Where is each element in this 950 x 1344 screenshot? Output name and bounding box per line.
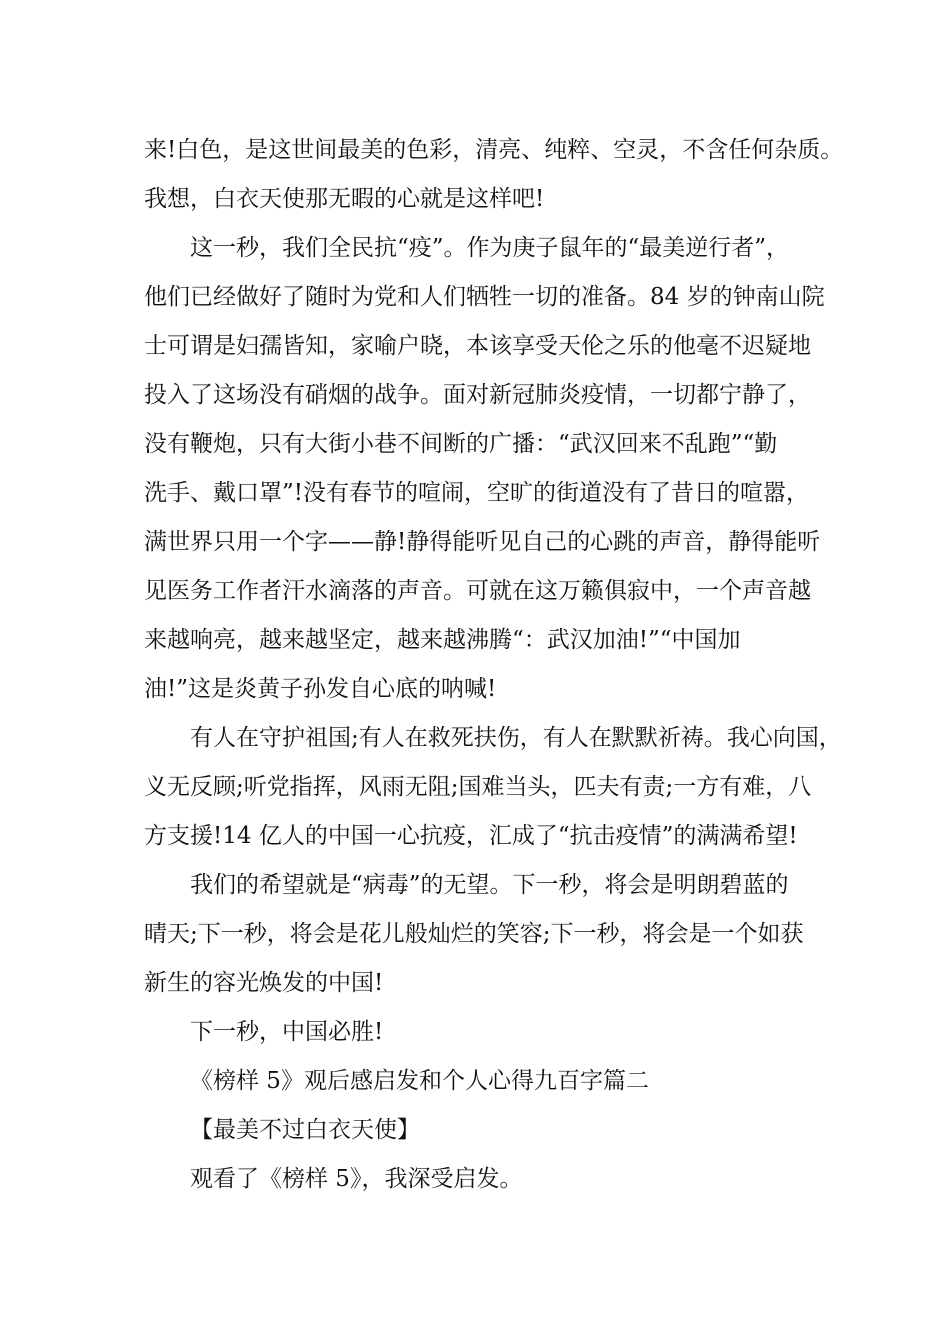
text-line: 来越响亮，越来越坚定，越来越沸腾“：武汉加油!”“中国加 xyxy=(144,627,741,653)
text-line: 我们的希望就是“病毒”的无望。下一秒，将会是明朗碧蓝的 xyxy=(190,872,789,898)
text-line: 有人在守护祖国;有人在救死扶伤，有人在默默祈祷。我心向国， xyxy=(190,725,842,751)
section-title xyxy=(144,1057,844,1106)
text-line: 油!”这是炎黄子孙发自心底的呐喊! xyxy=(144,676,497,702)
text-line: 满世界只用一个字——静!静得能听见自己的心跳的声音，静得能听 xyxy=(144,529,821,555)
text-line: 方支援!14 亿人的中国一心抗疫，汇成了“抗击疫情”的满满希望! xyxy=(144,823,798,849)
document-body xyxy=(144,126,844,1204)
section-subtitle xyxy=(144,1106,844,1155)
paragraph-fight-epidemic xyxy=(144,224,844,714)
paragraph-hope xyxy=(144,861,844,1008)
text-line: 投入了这场没有硝烟的战争。面对新冠肺炎疫情，一切都宁静了， xyxy=(144,382,811,408)
text-line: 晴天;下一秒，将会是花儿般灿烂的笑容;下一秒，将会是一个如获 xyxy=(144,921,804,947)
text-line: 新生的容光焕发的中国! xyxy=(144,970,384,996)
subheading: 【最美不过白衣天使】 xyxy=(190,1117,420,1143)
text-line: 来!白色，是这世间最美的色彩，清亮、纯粹、空灵，不含任何杂质。 xyxy=(144,137,844,163)
text-line: 下一秒，中国必胜! xyxy=(190,1019,384,1045)
text-line: 他们已经做好了随时为党和人们牺牲一切的准备。84 岁的钟南山院 xyxy=(144,284,825,310)
text-line: 这一秒，我们全民抗“疫”。作为庚子鼠年的“最美逆行者”， xyxy=(190,235,790,261)
section-heading: 《榜样 5》观后感启发和个人心得九百字篇二 xyxy=(190,1068,649,1094)
text-line: 我想，白衣天使那无暇的心就是这样吧! xyxy=(144,186,545,212)
text-line: 观看了《榜样 5》，我深受启发。 xyxy=(190,1166,523,1192)
paragraph-intro xyxy=(144,1155,844,1204)
paragraph-guarding-country xyxy=(144,714,844,861)
text-line: 没有鞭炮，只有大街小巷不间断的广播：“武汉回来不乱跑”“勤 xyxy=(144,431,778,457)
text-line: 洗手、戴口罩”!没有春节的喧闹，空旷的街道没有了昔日的喧嚣， xyxy=(144,480,810,506)
text-line: 士可谓是妇孺皆知，家喻户晓，本该享受天伦之乐的他毫不迟疑地 xyxy=(144,333,811,359)
paragraph-victory xyxy=(144,1008,844,1057)
text-line: 见医务工作者汗水滴落的声音。可就在这万籁俱寂中，一个声音越 xyxy=(144,578,811,604)
text-line: 义无反顾;听党指挥，风雨无阻;国难当头，匹夫有责;一方有难，八 xyxy=(144,774,812,800)
paragraph-white-color xyxy=(144,126,844,224)
